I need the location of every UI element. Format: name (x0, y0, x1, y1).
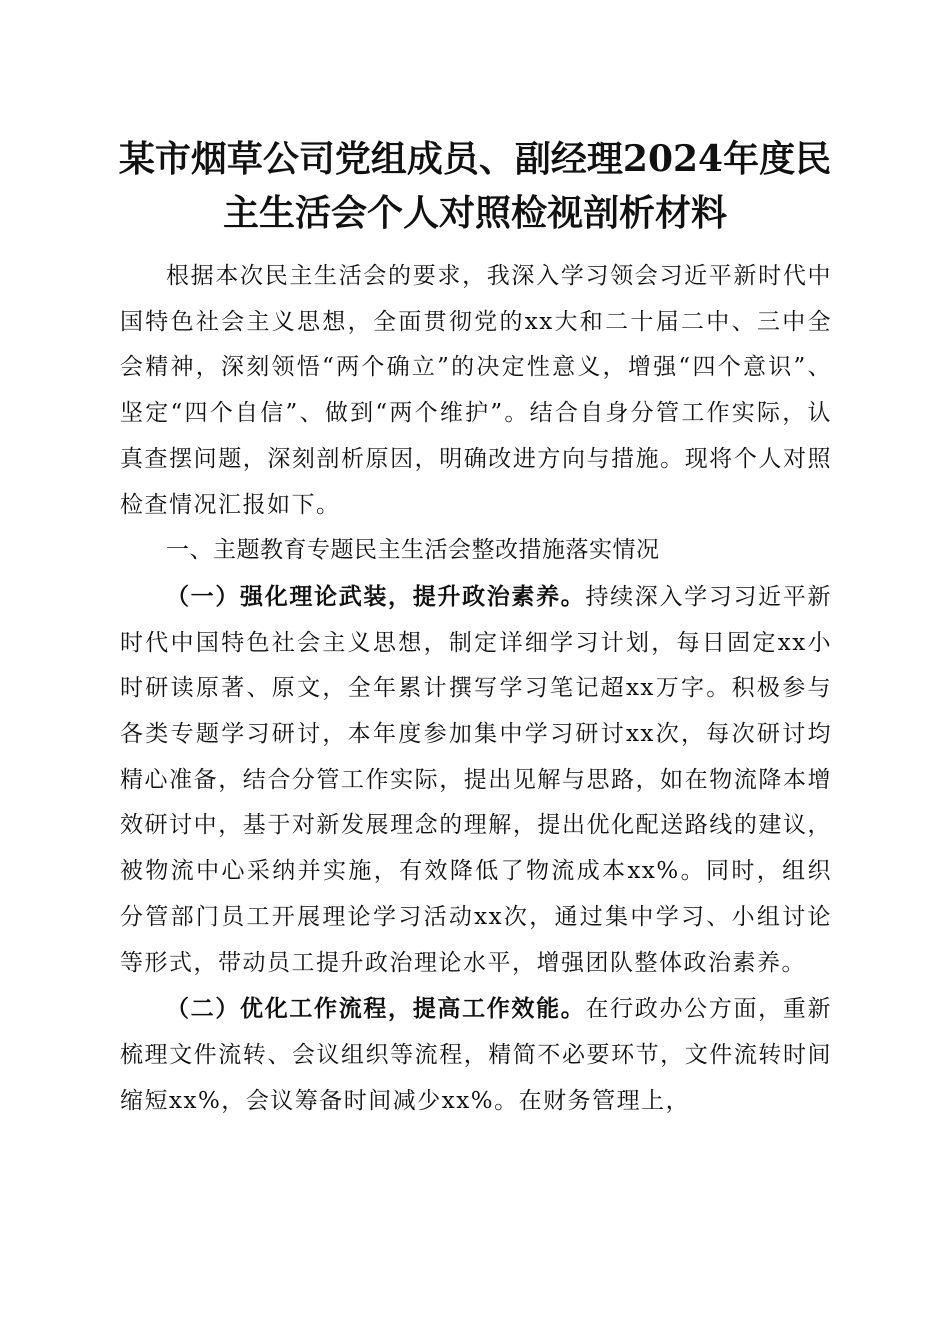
item-1-paragraph (120, 574, 832, 986)
item-2-body: 在行政办公方面，重新梳理文件流转、会议组织等流程，精简不必要环节，文件流转时间缩短xx%，会议筹备时间减少xx%。在财务管理上， (120, 996, 833, 1114)
item-2-paragraph (120, 986, 832, 1124)
section-1-heading: 一、主题教育专题民主生活会整改措施落实情况 (166, 537, 660, 564)
document-title-line-2: 主生活会个人对照检视剖析材料 (222, 192, 727, 234)
document-title-line-1: 某市烟草公司党组成员、副经理2024年度民 (118, 138, 832, 180)
item-1-title: （一）强化理论武装，提升政治素养。 (166, 582, 586, 610)
item-2-title: （二）优化工作流程，提高工作效能。 (166, 995, 586, 1023)
item-1-body: 持续深入学习习近平新时代中国特色社会主义思想，制定详细学习计划，每日固定xx小时研读原著、原文，全年累计撰写学习笔记超xx万字。积极参与各类专题学习研讨，本年度参加集中学习研讨xx次，每次研讨均精心准备，结合分管工作实际，提出见解与思路，如在物流降本增效研讨中，基于对新发展理念的理解，提出优化配送路线的建议，被物流中心采纳并实施，有效降低了物流成本xx%。同时，组织分管部门员工开展理论学习活动xx次，通过集中学习、小组讨论等形式，带动员工提升政治理论水平，增强团队整体政治素养。 (120, 583, 833, 976)
document-title (100, 132, 850, 240)
intro-paragraph: 根据本次民主生活会的要求，我深入学习领会习近平新时代中国特色社会主义思想，全面贯彻党的xx大和二十届二中、三中全会精神，深刻领悟“两个确立”的决定性意义，增强“四个意识”、坚定“四个自信”、做到“两个维护”。结合自身分管工作实际，认真查摆问题，深刻剖析原因，明确改进方向与措施。现将个人对照检查情况汇报如下。 (120, 263, 832, 518)
document-body (120, 254, 832, 1124)
